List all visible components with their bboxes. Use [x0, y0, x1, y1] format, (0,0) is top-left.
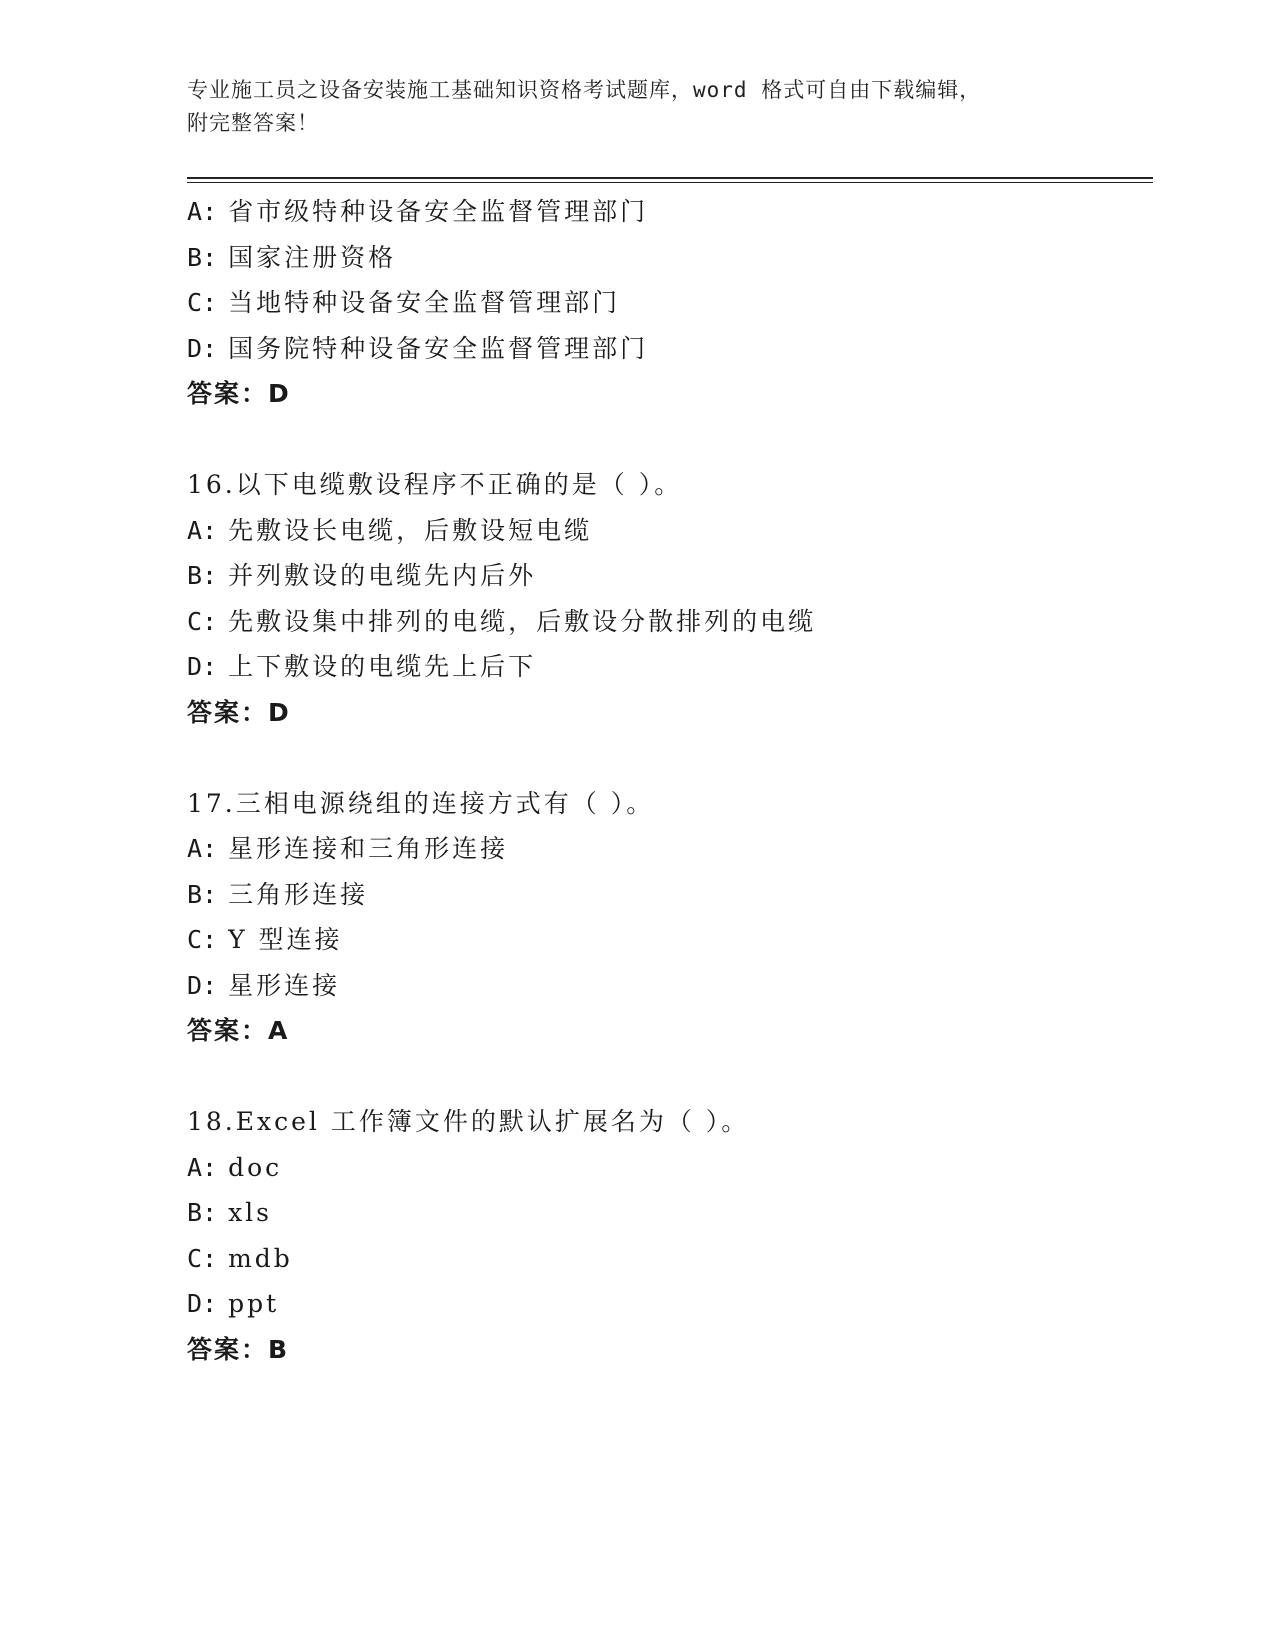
option-d: D: 星形连接: [187, 970, 341, 1000]
question-block: [187, 1099, 1153, 1372]
answer-line: 答案：A: [187, 1016, 290, 1045]
option-text: 省市级特种设备安全监督管理部门: [228, 197, 649, 226]
option-text: 三角形连接: [228, 879, 369, 909]
header-divider-thin: [187, 182, 1153, 183]
option-text: 上下敷设的电缆先上后下: [228, 652, 537, 681]
option-b: B: 国家注册资格: [187, 242, 397, 272]
answer-line: 答案：D: [187, 697, 291, 727]
option-d: D: 国务院特种设备安全监督管理部门: [187, 333, 649, 363]
option-d: D: 上下敷设的电缆先上后下: [187, 652, 537, 681]
option-text: 当地特种设备安全监督管理部门: [228, 288, 621, 317]
option-d: D: ppt: [187, 1289, 280, 1318]
option-a: A: 先敷设长电缆，后敷设短电缆: [187, 515, 593, 545]
option-b: B: 三角形连接: [187, 879, 369, 909]
option-c: C: mdb: [187, 1243, 293, 1273]
spacer: [187, 735, 1153, 781]
option-text: mdb: [228, 1243, 293, 1273]
question-stem: 17.三相电源绕组的连接方式有（ ）。: [187, 788, 655, 818]
option-text: 星形连接: [228, 970, 341, 1000]
option-b: B: 并列敷设的电缆先内后外: [187, 561, 537, 590]
header-line-1: 专业施工员之设备安装施工基础知识资格考试题库，word 格式可自由下载编辑，: [187, 78, 982, 102]
answer-line: 答案：D: [187, 379, 291, 408]
option-text: ppt: [228, 1289, 280, 1318]
document-header: [187, 74, 1067, 140]
option-a: A: 省市级特种设备安全监督管理部门: [187, 197, 649, 226]
option-c: C: 先敷设集中排列的电缆，后敷设分散排列的电缆: [187, 606, 817, 636]
option-text: xls: [228, 1198, 272, 1227]
option-text: 国务院特种设备安全监督管理部门: [228, 333, 649, 363]
option-text: 先敷设集中排列的电缆，后敷设分散排列的电缆: [228, 606, 817, 636]
option-text: doc: [228, 1152, 283, 1182]
option-c: C: Y 型连接: [187, 925, 343, 954]
option-a: A: 星形连接和三角形连接: [187, 834, 509, 863]
question-stem: 18.Excel 工作簿文件的默认扩展名为（ ）。: [187, 1107, 750, 1136]
question-block: [187, 781, 1153, 1054]
option-text: Y 型连接: [228, 925, 343, 954]
option-text: 星形连接和三角形连接: [228, 834, 509, 863]
header-divider-thick: [187, 177, 1153, 179]
question-list: [187, 189, 1153, 1372]
question-block: [187, 189, 1153, 417]
option-text: 先敷设长电缆，后敷设短电缆: [228, 515, 593, 545]
option-text: 并列敷设的电缆先内后外: [228, 561, 537, 590]
spacer: [187, 1054, 1153, 1100]
header-line-2: 附完整答案！: [187, 111, 319, 135]
question-stem: 16.以下电缆敷设程序不正确的是（ ）。: [187, 470, 683, 499]
option-c: C: 当地特种设备安全监督管理部门: [187, 288, 621, 317]
answer-line: 答案：B: [187, 1334, 290, 1364]
spacer: [187, 417, 1153, 463]
option-a: A: doc: [187, 1152, 283, 1182]
question-block: [187, 462, 1153, 735]
option-text: 国家注册资格: [228, 242, 397, 272]
option-b: B: xls: [187, 1198, 272, 1227]
